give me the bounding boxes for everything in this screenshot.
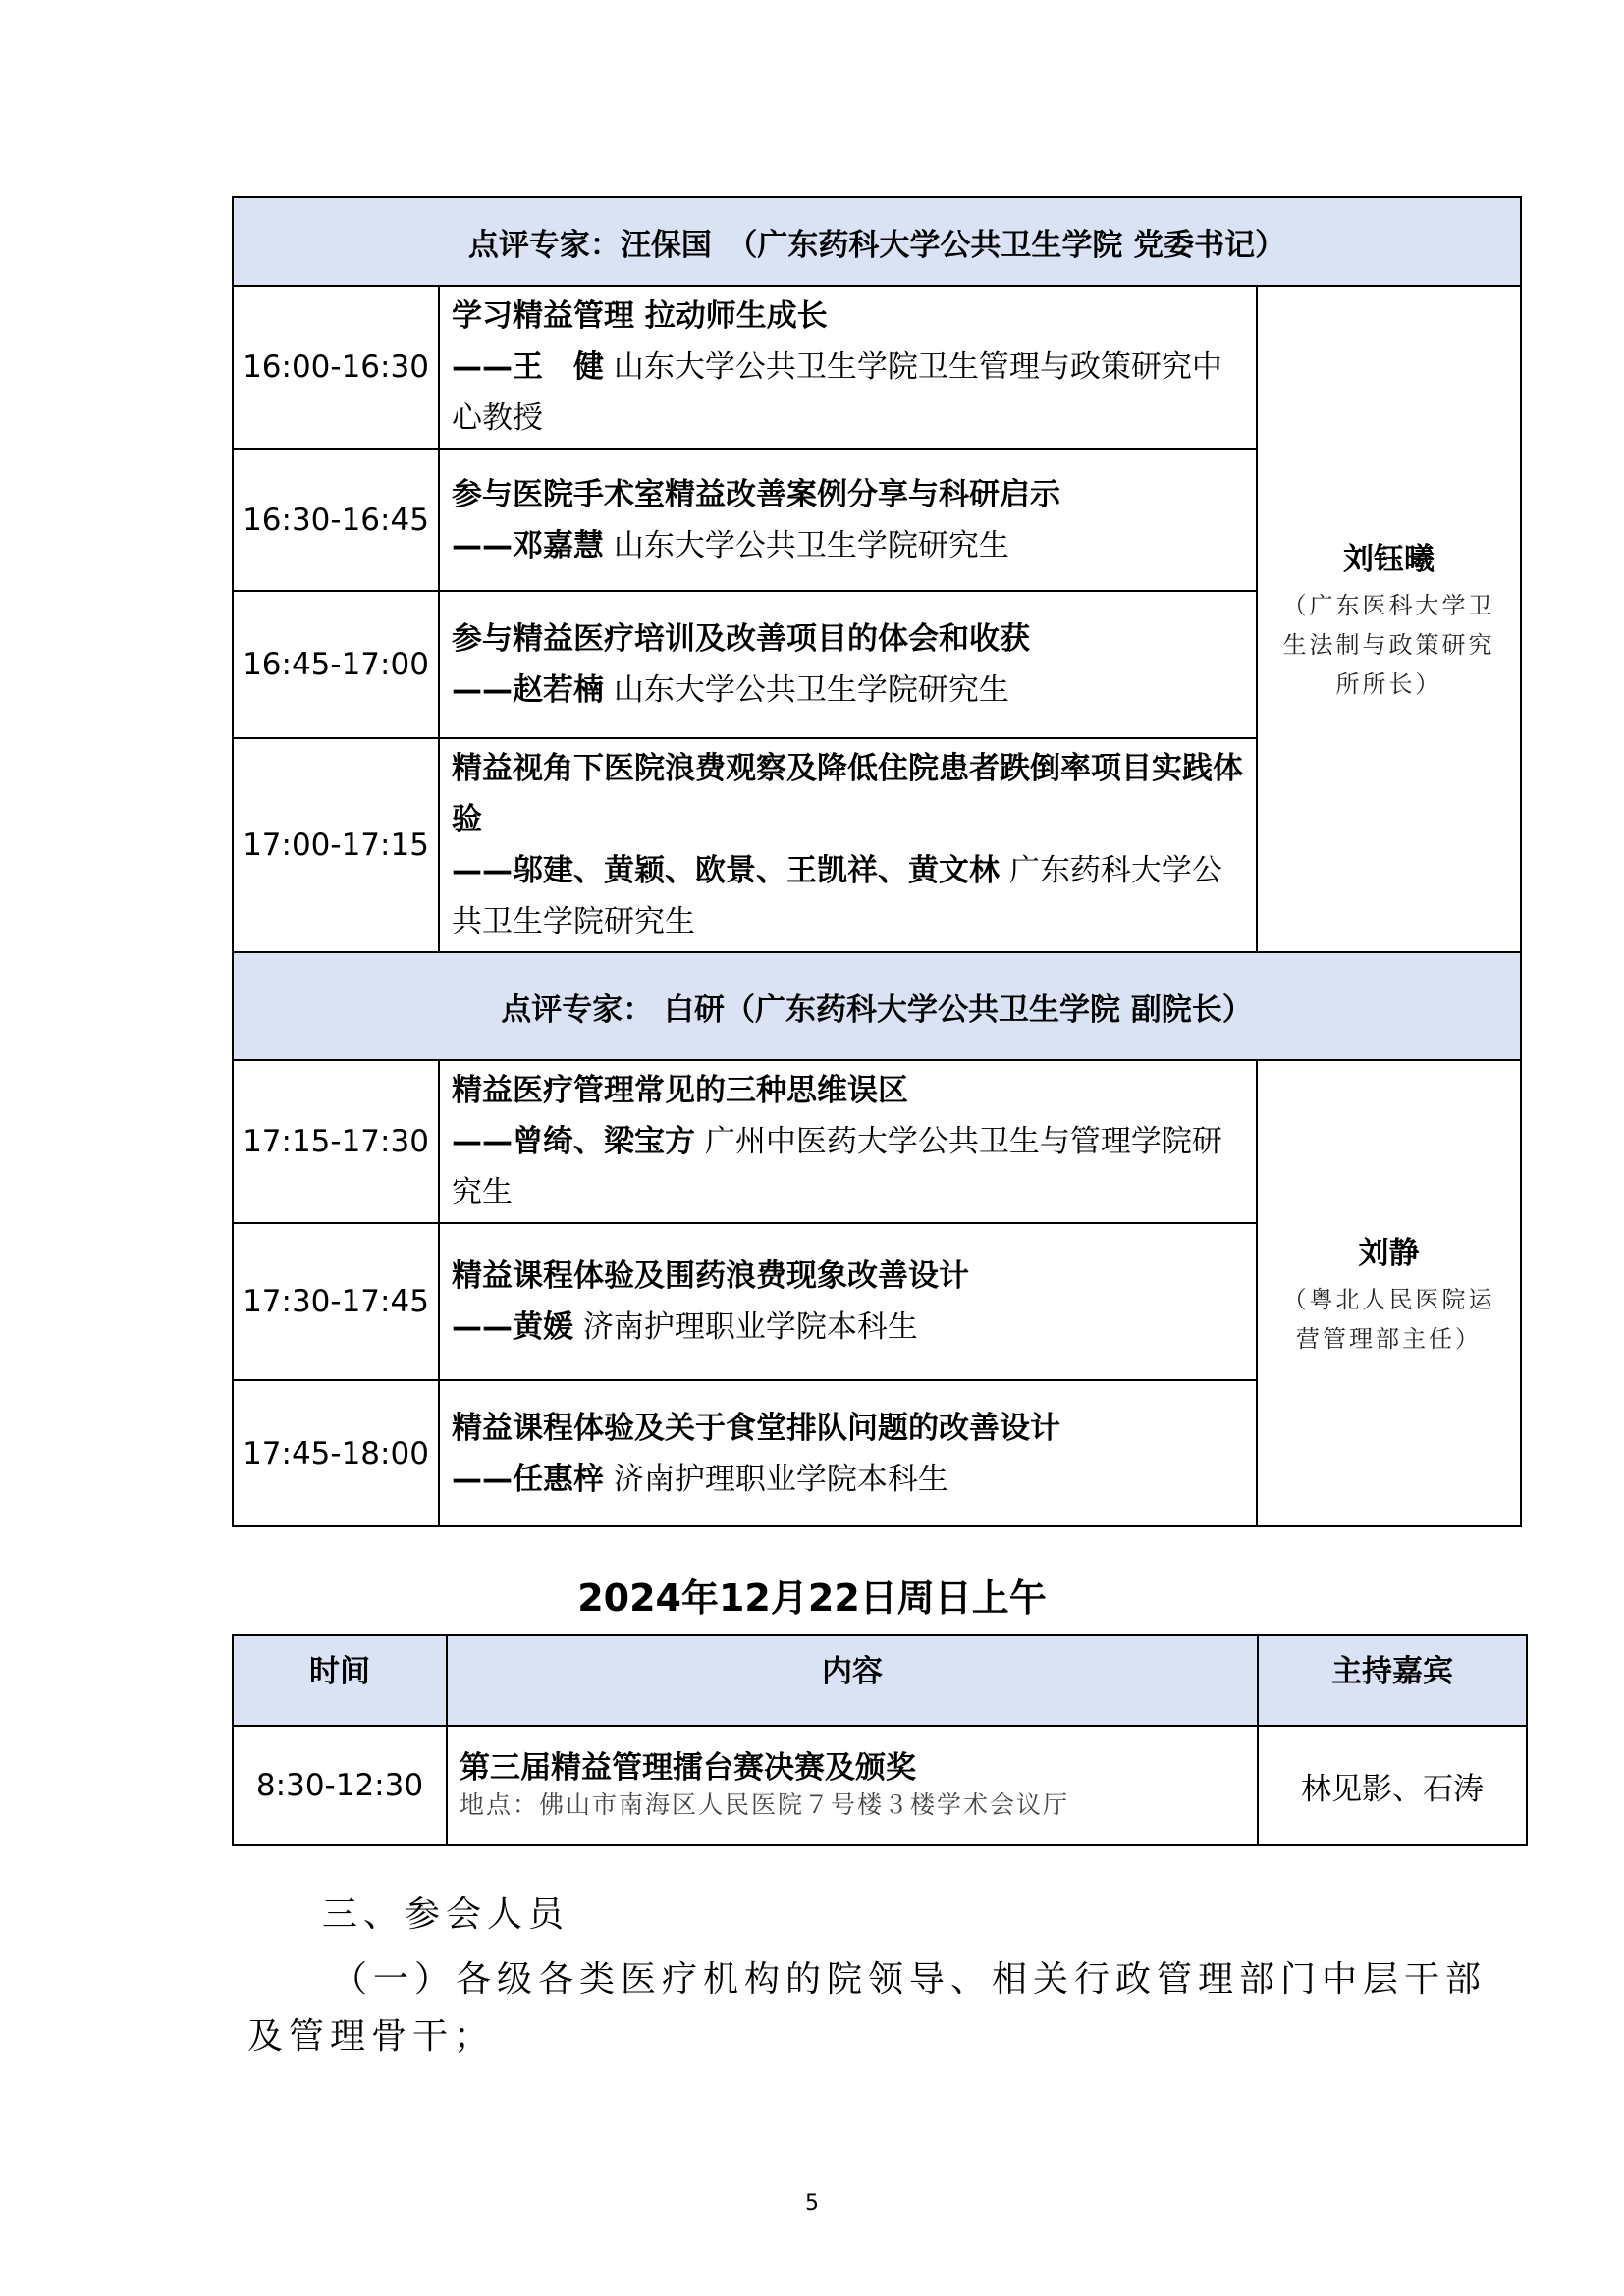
content-cell — [439, 1223, 1257, 1380]
time-cell: 17:45-18:00 — [233, 1380, 439, 1526]
talk-title: 参与医院手术室精益改善案例分享与科研启示 — [452, 476, 1060, 512]
table-row — [233, 1060, 1521, 1223]
time-cell: 8:30-12:30 — [233, 1726, 447, 1845]
reviewer-header-2: 点评专家： 白研（广东药科大学公共卫生学院 副院长） — [233, 952, 1521, 1060]
speaker-line — [452, 1454, 1244, 1505]
speaker-affiliation: 山东大学公共卫生学院研究生 — [604, 672, 1009, 708]
paragraph-line-1: （一）各级各类医疗机构的院领导、相关行政管理部门中层干部 — [332, 1959, 1488, 2000]
time-cell: 17:15-17:30 — [233, 1060, 439, 1223]
column-header-host: 主持嘉宾 — [1258, 1635, 1527, 1726]
page-number: 5 — [805, 2191, 819, 2216]
speaker-name: ——黄媛 — [452, 1309, 573, 1345]
time-cell: 16:45-17:00 — [233, 591, 439, 738]
talk-title: 精益医疗管理常见的三种思维误区 — [452, 1073, 908, 1108]
column-header-time: 时间 — [233, 1635, 447, 1726]
event-title: 第三届精益管理擂台赛决赛及颁奖 — [460, 1750, 916, 1786]
host-role: （粤北人民医院运营管理部主任） — [1282, 1286, 1495, 1353]
schedule-table-morning — [232, 1634, 1528, 1846]
column-header-content: 内容 — [447, 1635, 1258, 1726]
time-cell: 16:30-16:45 — [233, 449, 439, 591]
speaker-name: ——邓嘉慧 — [452, 527, 604, 563]
content-cell — [439, 1380, 1257, 1526]
content-cell — [439, 286, 1257, 449]
speaker-name: ——曾绮、梁宝方 — [452, 1124, 695, 1159]
speaker-name: ——任惠梓 — [452, 1461, 604, 1497]
speaker-affiliation: 山东大学公共卫生学院卫生管理与政策研究中心教授 — [452, 349, 1222, 436]
speaker-line — [452, 845, 1244, 947]
talk-title: 精益课程体验及围药浪费现象改善设计 — [452, 1258, 969, 1294]
speaker-affiliation: 广州中医药大学公共卫生与管理学院研究生 — [452, 1124, 1222, 1210]
speaker-line — [452, 665, 1244, 716]
paragraph-line-2: 及管理骨干； — [247, 2016, 496, 2056]
speaker-line — [452, 342, 1244, 444]
talk-title: 学习精益管理 拉动师生成长 — [452, 298, 828, 334]
schedule-table-afternoon — [232, 196, 1522, 1527]
host-cell: 林见影、石涛 — [1258, 1726, 1527, 1845]
host-cell-1 — [1257, 286, 1521, 952]
day-title: 2024年12月22日周日上午 — [577, 1576, 1047, 1620]
speaker-affiliation: 广东药科大学公共卫生学院研究生 — [452, 853, 1222, 939]
content-cell — [439, 449, 1257, 591]
speaker-affiliation: 济南护理职业学院本科生 — [573, 1309, 918, 1345]
content-cell — [439, 738, 1257, 952]
time-cell: 16:00-16:30 — [233, 286, 439, 449]
content-cell — [439, 1060, 1257, 1223]
speaker-line — [452, 1116, 1244, 1218]
speaker-affiliation: 山东大学公共卫生学院研究生 — [604, 527, 1009, 563]
host-name: 刘钰曦 — [1343, 542, 1435, 577]
table-row — [233, 286, 1521, 449]
speaker-line — [452, 1302, 1244, 1353]
talk-title: 精益视角下医院浪费观察及降低住院患者跌倒率项目实践体验 — [452, 751, 1243, 837]
speaker-line — [452, 520, 1244, 571]
content-cell — [447, 1726, 1258, 1845]
speaker-name: ——王 健 — [452, 349, 604, 385]
host-cell-2 — [1257, 1060, 1521, 1526]
event-location: 地点：佛山市南海区人民医院７号楼３楼学术会议厅 — [460, 1790, 1070, 1819]
reviewer-header-1: 点评专家：汪保国 （广东药科大学公共卫生学院 党委书记） — [233, 197, 1521, 286]
host-role: （广东医科大学卫生法制与政策研究所所长） — [1282, 592, 1495, 698]
content-cell — [439, 591, 1257, 738]
table-row — [233, 1726, 1527, 1845]
speaker-name: ——邬建、黄颖、欧景、王凯祥、黄文林 — [452, 853, 1000, 888]
host-name: 刘静 — [1358, 1236, 1420, 1271]
time-cell: 17:00-17:15 — [233, 738, 439, 952]
speaker-name: ——赵若楠 — [452, 672, 604, 708]
speaker-affiliation: 济南护理职业学院本科生 — [604, 1461, 948, 1497]
talk-title: 参与精益医疗培训及改善项目的体会和收获 — [452, 621, 1030, 657]
time-cell: 17:30-17:45 — [233, 1223, 439, 1380]
talk-title: 精益课程体验及关于食堂排队问题的改善设计 — [452, 1410, 1060, 1446]
section-heading: 三、参会人员 — [322, 1895, 570, 1935]
